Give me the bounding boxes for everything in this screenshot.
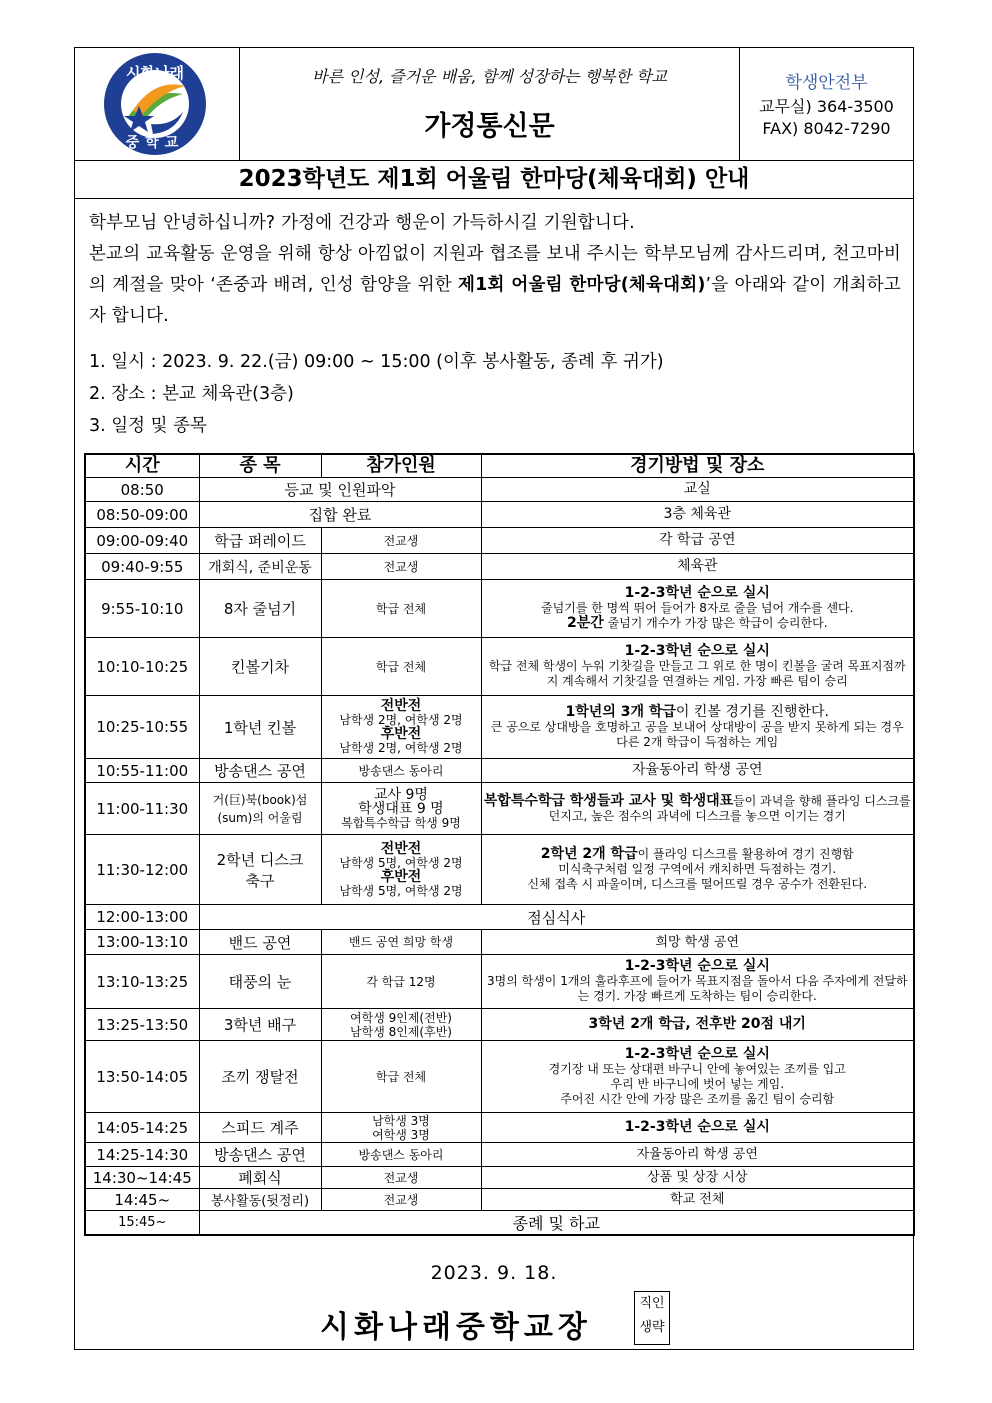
- table-row: 14:25-14:30 방송댄스 공연 방송댄스 동아리 자율동아리 학생 공연: [85, 1143, 914, 1167]
- method-cell: 3학년 2개 학급, 전후반 20점 내기: [481, 1009, 914, 1041]
- table-row: 15:45~ 종례 및 하교: [85, 1211, 914, 1236]
- table-header-row: [85, 454, 914, 478]
- issue-date: 2023. 9. 18.: [430, 1262, 558, 1284]
- department: 학생안전부: [785, 73, 868, 93]
- contact-cell: [740, 48, 913, 160]
- publication-title: 가정통신문: [424, 111, 555, 142]
- method-cell: 1-2-3학년 순으로 실시 경기장 내 또는 상대편 바구니 안에 놓여있는 조끼를 입고 우리 반 바구니에 벗어 넣는 게임. 주어진 시간 안에 가장 많은 조끼를 옮긴 팀이 승리함: [481, 1041, 914, 1113]
- school-logo: [75, 48, 239, 160]
- table-row: 11:00-11:30 거(巨)북(book)섬(sum)의 어울림 교사 9명 학생대표 9 명 복합특수학급 학생 9명 복합특수학급 학생들과 교사 및 학생대표들이 과녁을 향해 플라잉 디스크를 던지고, 높은 점수의 과녁에 디스크를 놓으면 이기는 경기: [85, 783, 914, 835]
- header-method: 경기방법 및 장소: [481, 454, 914, 478]
- greeting: 학부모님 안녕하십니까? 가정에 건강과 행운이 가득하시길 기원합니다.: [89, 213, 635, 233]
- method-cell: 1-2-3학년 순으로 실시 학급 전체 학생이 누워 기찻길을 만들고 그 위로 한 명이 킨볼을 굴려 목표지점까지 계속해서 기찻길을 연결하는 게임. 가장 빠른 팀이 승리: [481, 638, 914, 696]
- table-row: 08:50-09:00 집합 완료 3층 체육관: [85, 502, 914, 528]
- logo-cell: [75, 48, 240, 160]
- table-row: 11:30-12:00 2학년 디스크 축구 전반전 남학생 5명, 여학생 2명 후반전 남학생 5명, 여학생 2명 2학년 2개 학급이 플라잉 디스크를 활용하여 경기 진행함 미식축구처럼 일정 구역에서 캐치하면 득점하는 경기. 신체 접촉 시 파울이며, 디스크를 떨어뜨릴 경우 공수가 전환된다.: [85, 835, 914, 905]
- method-cell: 1-2-3학년 순으로 실시: [481, 1113, 914, 1143]
- people-cell: 전반전 남학생 5명, 여학생 2명 후반전 남학생 5명, 여학생 2명: [321, 835, 481, 905]
- table-row: 13:25-13:50 3학년 배구 여학생 9인제(전반) 남학생 8인제(후반) 3학년 2개 학급, 전후반 20점 내기: [85, 1009, 914, 1041]
- info-place: 2. 장소 : 본교 체육관(3층): [89, 384, 294, 404]
- principal-name: 시화나래중학교장: [320, 1310, 592, 1345]
- logo-text-top: 시화나래: [126, 64, 184, 82]
- table-row: 9:55-10:10 8자 줄넘기 학급 전체 1-2-3학년 순으로 실시 줄넘기를 한 명씩 뛰어 들어가 8자로 줄을 넘어 개수를 센다. 2분간 줄넘기 개수가 가장 많은 학급이 승리한다.: [85, 580, 914, 638]
- newsletter-frame: [74, 47, 914, 1350]
- table-row: 08:50 등교 및 인원파악 교실: [85, 478, 914, 502]
- seal-line-1: 직인: [639, 1296, 665, 1311]
- intro-text: [89, 208, 901, 332]
- header-people: 참가인원: [321, 454, 481, 478]
- people-cell: 남학생 3명 여학생 3명: [321, 1113, 481, 1143]
- header-event: 종 목: [199, 454, 321, 478]
- people-cell: 교사 9명 학생대표 9 명 복합특수학급 학생 9명: [321, 783, 481, 835]
- method-cell: 복합특수학급 학생들과 교사 및 학생대표들이 과녁을 향해 플라잉 디스크를 던지고, 높은 점수의 과녁에 디스크를 놓으면 이기는 경기: [481, 783, 914, 835]
- table-row: 10:10-10:25 킨볼기차 학급 전체 1-2-3학년 순으로 실시 학급 전체 학생이 누워 기찻길을 만들고 그 위로 한 명이 킨볼을 굴려 목표지점까지 계속해서 기찻길을 연결하는 게임. 가장 빠른 팀이 승리: [85, 638, 914, 696]
- info-schedule-heading: 3. 일정 및 종목: [89, 416, 207, 436]
- table-row: 14:45~ 봉사활동(뒷정리) 전교생 학교 전체: [85, 1189, 914, 1211]
- table-row: 09:40-9:55 개회식, 준비운동 전교생 체육관: [85, 554, 914, 580]
- office-phone: 교무실) 364-3500: [759, 97, 894, 116]
- table-row: 14:30~14:45 폐회식 전교생 상품 및 상장 시상: [85, 1167, 914, 1189]
- table-row: 13:50-14:05 조끼 쟁탈전 학급 전체 1-2-3학년 순으로 실시 경기장 내 또는 상대편 바구니 안에 놓여있는 조끼를 입고 우리 반 바구니에 벗어 넣는 게임. 주어진 시간 안에 가장 많은 조끼를 옮긴 팀이 승리함: [85, 1041, 914, 1113]
- fax-number: FAX) 8042-7290: [762, 119, 891, 138]
- table-row: 10:55-11:00 방송댄스 공연 방송댄스 동아리 자율동아리 학생 공연: [85, 759, 914, 783]
- logo-text-bottom: 중학교: [125, 135, 185, 151]
- people-cell: 전반전 남학생 2명, 여학생 2명 후반전 남학생 2명, 여학생 2명: [321, 696, 481, 759]
- method-cell: 1-2-3학년 순으로 실시 3명의 학생이 1개의 훌라후프에 들어가 목표지점을 돌아서 다음 주자에게 전달하는 경기. 가장 빠르게 도착하는 팀이 승리한다.: [481, 955, 914, 1009]
- seal-line-2: 생략: [639, 1320, 665, 1335]
- table-row: 10:25-10:55 1학년 킨볼 전반전 남학생 2명, 여학생 2명 후반전 남학생 2명, 여학생 2명 1학년의 3개 학급이 킨볼 경기를 진행한다. 큰 공으로 상대방을 호명하고 공을 보내어 상대방이 공을 받지 못하게 되는 경우 다른 2개 학급이 득점하는 게임: [85, 696, 914, 759]
- header-time: 시간: [85, 454, 199, 478]
- people-cell: 여학생 9인제(전반) 남학생 8인제(후반): [321, 1009, 481, 1041]
- school-motto: 바른 인성, 즐거운 배움, 함께 성장하는 행복한 학교: [312, 67, 667, 86]
- table-row: 13:00-13:10 밴드 공연 밴드 공연 희망 학생 희망 학생 공연: [85, 930, 914, 955]
- method-cell: 1학년의 3개 학급이 킨볼 경기를 진행한다. 큰 공으로 상대방을 호명하고 공을 보내어 상대방이 공을 받지 못하게 되는 경우 다른 2개 학급이 득점하는 게임: [481, 696, 914, 759]
- header: [75, 48, 913, 161]
- method-cell: 1-2-3학년 순으로 실시 줄넘기를 한 명씩 뛰어 들어가 8자로 줄을 넘어 개수를 센다. 2분간 줄넘기 개수가 가장 많은 학급이 승리한다.: [481, 580, 914, 638]
- table-row: 09:00-09:40 학급 퍼레이드 전교생 각 학급 공연: [85, 528, 914, 554]
- notice-title: 2023학년도 제1회 어울림 한마당(체육대회) 안내: [75, 160, 913, 199]
- header-center: [240, 48, 740, 160]
- table-row: 13:10-13:25 태풍의 눈 각 학급 12명 1-2-3학년 순으로 실시 3명의 학생이 1개의 훌라후프에 들어가 목표지점을 돌아서 다음 주자에게 전달하는 경기. 가장 빠르게 도착하는 팀이 승리한다.: [85, 955, 914, 1009]
- intro-body: 본교의 교육활동 운영을 위해 항상 아낌없이 지원과 협조를 보내 주시는 학부모님께 감사드리며, 천고마비의 계절을 맞아 ‘존중과 배려, 인성 함양을 위한 제1회 어울림 한마당(체육대회)’을 아래와 같이 개최하고자 합니다.: [89, 244, 901, 326]
- seal-box: [634, 1291, 670, 1345]
- event-info: [89, 346, 664, 442]
- schedule-table: [84, 453, 915, 1236]
- table-row: 14:05-14:25 스피드 계주 남학생 3명 여학생 3명 1-2-3학년 순으로 실시: [85, 1113, 914, 1143]
- table-row: 12:00-13:00 점심식사: [85, 905, 914, 930]
- info-date: 1. 일시 : 2023. 9. 22.(금) 09:00 ~ 15:00 (이후 봉사활동, 종례 후 귀가): [89, 352, 664, 372]
- method-cell: 2학년 2개 학급이 플라잉 디스크를 활용하여 경기 진행함 미식축구처럼 일정 구역에서 캐치하면 득점하는 경기. 신체 접촉 시 파울이며, 디스크를 떨어뜨릴 경우 공수가 전환된다.: [481, 835, 914, 905]
